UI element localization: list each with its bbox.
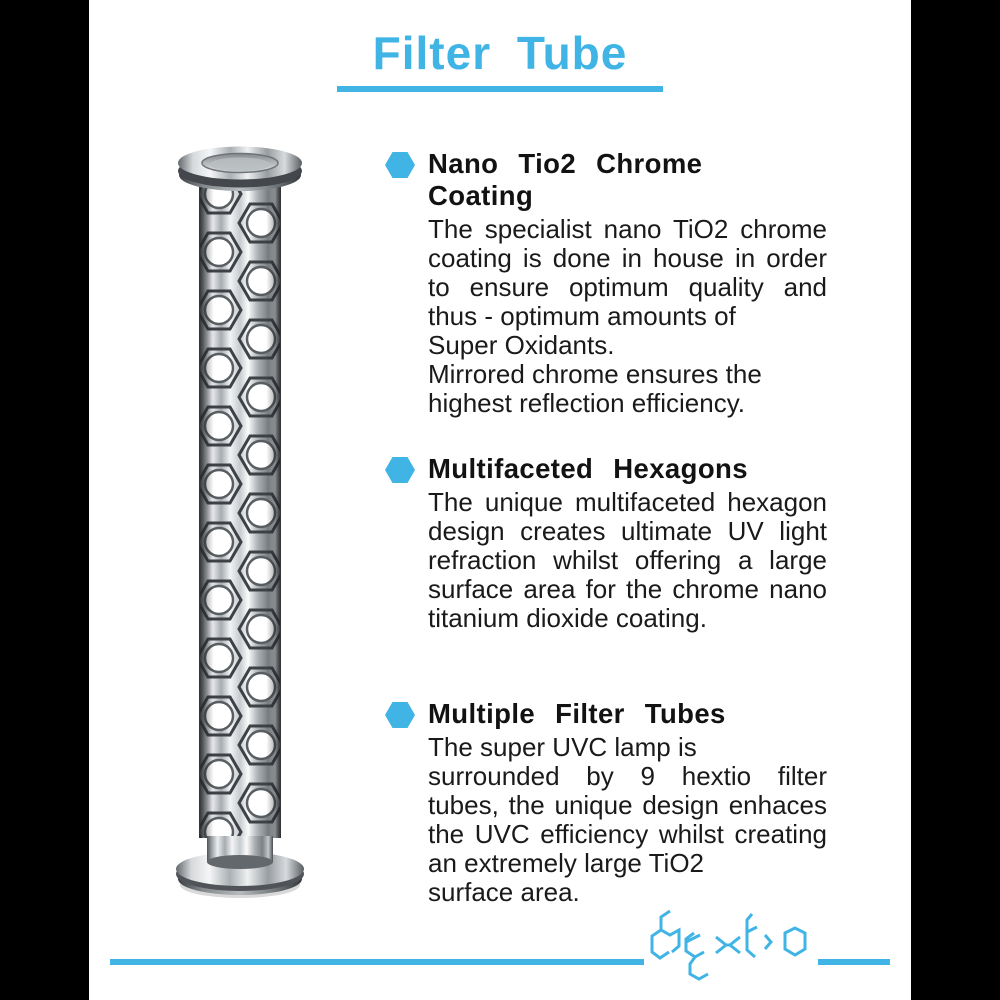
body-line: Super Oxidants. (428, 330, 615, 360)
body-line: titanium dioxide coating. (428, 603, 707, 633)
logo-letter-h (652, 911, 679, 958)
section-body (428, 215, 827, 418)
feature-section-filter-tubes (385, 698, 827, 907)
logo-letter-x (716, 937, 740, 953)
body-line: to ensure optimum quality and (428, 272, 827, 302)
section-heading: Multiple Filter Tubes (428, 698, 726, 729)
logo-letter-o (785, 928, 805, 955)
logo-letter-i (765, 935, 771, 949)
body-line: thus - optimum amounts of (428, 301, 736, 331)
hexagon-bullet-icon (385, 152, 415, 178)
logo-letter-t (747, 914, 757, 957)
body-line: the UVC efficiency whilst creating (428, 819, 827, 849)
hexagon-bullet-icon (385, 457, 415, 483)
body-line: Mirrored chrome ensures the (428, 359, 762, 389)
filter-tube-product-image (167, 128, 313, 908)
section-body (428, 733, 827, 907)
feature-section-nano-coating (385, 148, 827, 418)
right-black-border (911, 0, 1000, 1000)
body-line: an extremely large TiO2 (428, 848, 705, 878)
page-title: Filter Tube (372, 27, 628, 79)
body-line: The super UVC lamp is (428, 732, 697, 762)
body-line: coating is done in house in order (428, 243, 827, 273)
footer-rule-left (110, 959, 644, 965)
body-line: tubes, the unique design enhaces (428, 790, 827, 820)
body-line: surface area for the chrome nano (428, 574, 827, 604)
title-underline (337, 86, 663, 92)
body-line: design creates ultimate UV light (428, 516, 827, 546)
hextio-logo (648, 908, 814, 994)
footer-rule-right (818, 959, 890, 965)
body-line: surrounded by 9 hextio filter (428, 761, 827, 791)
body-line: surface area. (428, 877, 580, 907)
body-line: The specialist nano TiO2 chrome (428, 214, 827, 244)
body-line: The unique multifaceted hexagon (428, 487, 827, 517)
section-heading: Multifaceted Hexagons (428, 453, 748, 484)
section-heading: Nano Tio2 Chrome Coating (428, 148, 703, 211)
left-black-border (0, 0, 89, 1000)
body-line: highest reflection efficiency. (428, 388, 745, 418)
hexagon-bullet-icon (385, 702, 415, 728)
feature-section-hexagons (385, 453, 827, 633)
body-line: refraction whilst offering a large (428, 545, 827, 575)
logo-letter-e (686, 933, 708, 979)
section-body (428, 488, 827, 633)
